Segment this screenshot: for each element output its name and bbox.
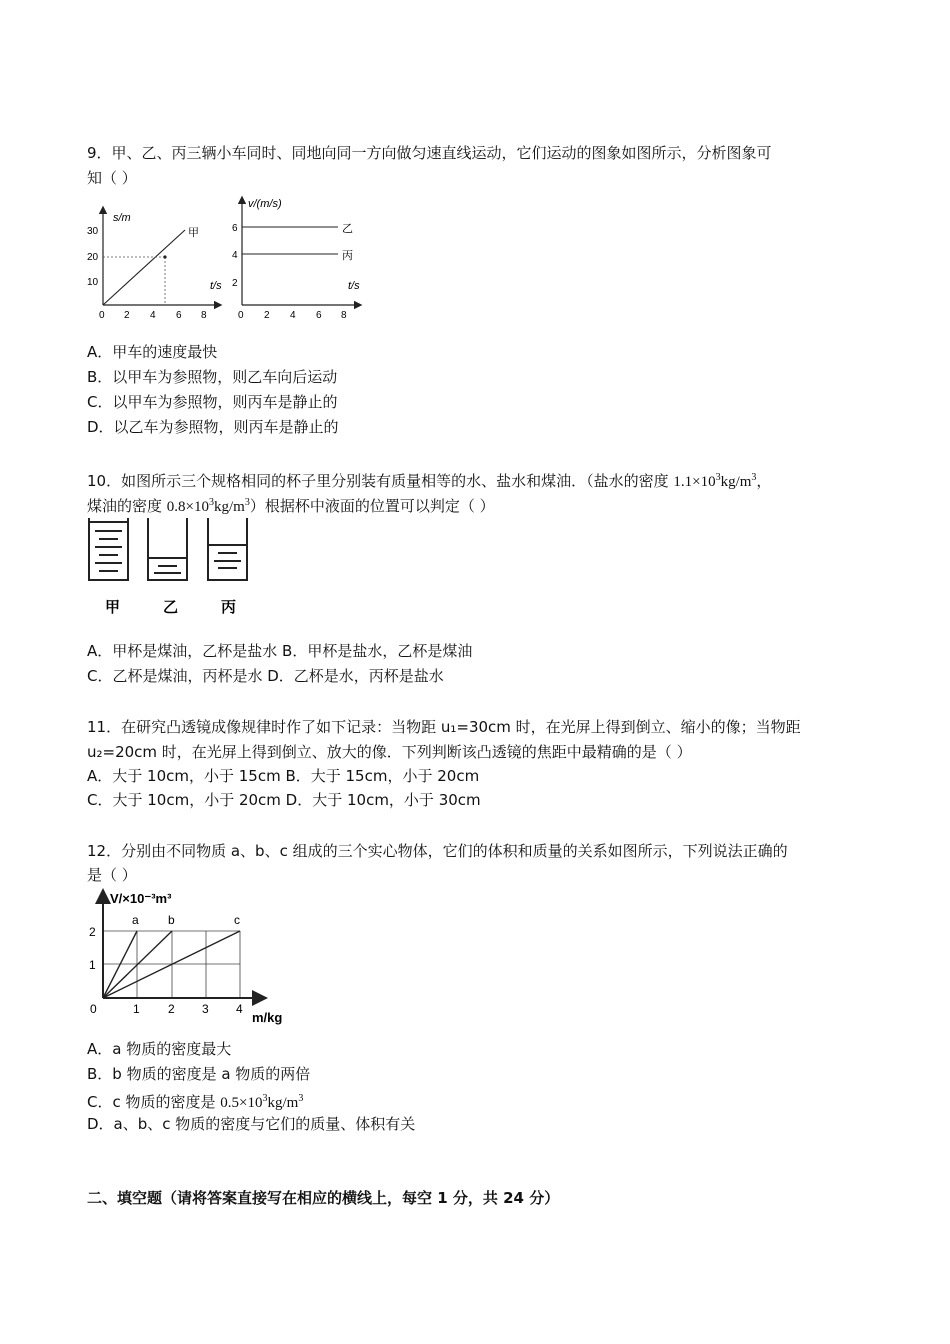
q12-stem-line1: 12．分别由不同物质 a、b、c 组成的三个实心物体，它们的体积和质量的关系如图所示，下列说法正确的 <box>87 842 788 860</box>
label-b: b <box>168 913 175 927</box>
line-c <box>103 931 240 998</box>
vt-xtick: 6 <box>316 310 322 321</box>
q10-stem-line2: 煤油的密度 $0.8\times 10^3kg/m^3$）根据杯中液面的位置可以判定（ ） <box>87 497 495 515</box>
q10-option: A．甲杯是煤油，乙杯是盐水 B．甲杯是盐水，乙杯是煤油 <box>87 642 473 660</box>
vt-xtick: 8 <box>341 310 347 321</box>
q9-stem-line1: 9．甲、乙、丙三辆小车同时、同地向同一方向做匀速直线运动，它们运动的图象如图所示，分析图象可 <box>87 144 772 162</box>
cup-label: 乙 <box>163 599 179 616</box>
q12-ytick: 1 <box>89 958 96 972</box>
cup-bing <box>208 518 247 580</box>
q12-option-c: C．c 物质的密度是 $0.5\times 10^3kg/m^3$ <box>87 1093 304 1111</box>
label-yi: 乙 <box>342 223 353 235</box>
q12-xtick: 0 <box>90 1002 97 1016</box>
vt-xlabel: t/s <box>348 280 360 292</box>
q10-option: C．乙杯是煤油，丙杯是水 D．乙杯是水，丙杯是盐水 <box>87 667 444 685</box>
q12-xtick: 1 <box>133 1002 140 1016</box>
label-bing: 丙 <box>342 250 353 262</box>
cup-label: 甲 <box>105 599 121 616</box>
cup-jia <box>89 518 128 580</box>
label-c: c <box>234 913 240 927</box>
vt-ytick: 6 <box>232 223 238 234</box>
st-ytick: 30 <box>87 226 99 237</box>
cup-label: 丙 <box>221 599 237 616</box>
vt-graph <box>232 198 360 321</box>
q12-xtick: 2 <box>168 1002 175 1016</box>
q9-stem-line2: 知（ ） <box>87 169 137 187</box>
st-graph <box>87 208 222 321</box>
line-a <box>103 931 137 998</box>
st-xtick: 0 <box>99 310 105 321</box>
st-ytick: 20 <box>87 252 99 263</box>
vt-ytick: 4 <box>232 250 238 261</box>
q9-option: C．以甲车为参照物，则丙车是静止的 <box>87 393 338 411</box>
st-xtick: 4 <box>150 310 156 321</box>
q12-xtick: 3 <box>202 1002 209 1016</box>
q9-option: A．甲车的速度最快 <box>87 343 218 361</box>
q9-graphs <box>84 190 384 325</box>
st-xtick: 6 <box>176 310 182 321</box>
vt-ytick: 2 <box>232 278 238 289</box>
q9-option: B．以甲车为参照物，则乙车向后运动 <box>87 368 338 386</box>
section2-heading: 二、填空题（请将答案直接写在相应的横线上，每空 1 分，共 24 分） <box>87 1189 560 1207</box>
q12-option: A．a 物质的密度最大 <box>87 1040 232 1058</box>
label-jia: 甲 <box>188 227 199 239</box>
q12-ylabel: V/×10⁻³m³ <box>110 891 172 906</box>
q10-cups <box>84 514 259 619</box>
st-xtick: 8 <box>201 310 207 321</box>
q9-option: D．以乙车为参照物，则丙车是静止的 <box>87 418 339 436</box>
line-jia <box>103 230 185 305</box>
q11-option: C．大于 10cm，小于 20cm D．大于 10cm，小于 30cm <box>87 791 481 809</box>
point-20 <box>163 255 166 258</box>
vt-ylabel: v/(m/s) <box>248 198 282 210</box>
st-ylabel: s/m <box>113 212 131 224</box>
label-a: a <box>132 913 139 927</box>
q12-stem-line2: 是（ ） <box>87 866 137 884</box>
q12-option: D．a、b、c 物质的密度与它们的质量、体积有关 <box>87 1115 416 1133</box>
cup-yi <box>148 518 187 580</box>
q12-graph <box>84 886 299 1028</box>
line-b <box>103 931 172 998</box>
vt-xtick: 2 <box>264 310 270 321</box>
st-xlabel: t/s <box>210 280 222 292</box>
q12-ytick: 2 <box>89 925 96 939</box>
q12-xlabel: m/kg <box>252 1010 283 1025</box>
q11-option: A．大于 10cm，小于 15cm B．大于 15cm，小于 20cm <box>87 767 480 785</box>
q12-xtick: 4 <box>236 1002 243 1016</box>
st-ytick: 10 <box>87 277 99 288</box>
st-xtick: 2 <box>124 310 130 321</box>
vt-xtick: 4 <box>290 310 296 321</box>
vt-xtick: 0 <box>238 310 244 321</box>
q11-stem-line2: u₂=20cm 时，在光屏上得到倒立、放大的像．下列判断该凸透镜的焦距中最精确的是（ ） <box>87 743 692 761</box>
q12-option: B．b 物质的密度是 a 物质的两倍 <box>87 1065 311 1083</box>
q10-stem-line1: 10．如图所示三个规格相同的杯子里分别装有质量相等的水、盐水和煤油．（盐水的密度 $1.1\times 10^3kg/m^3$， <box>87 472 772 490</box>
q11-stem-line1: 11．在研究凸透镜成像规律时作了如下记录：当物距 u₁=30cm 时，在光屏上得到倒立、缩小的像；当物距 <box>87 718 801 736</box>
